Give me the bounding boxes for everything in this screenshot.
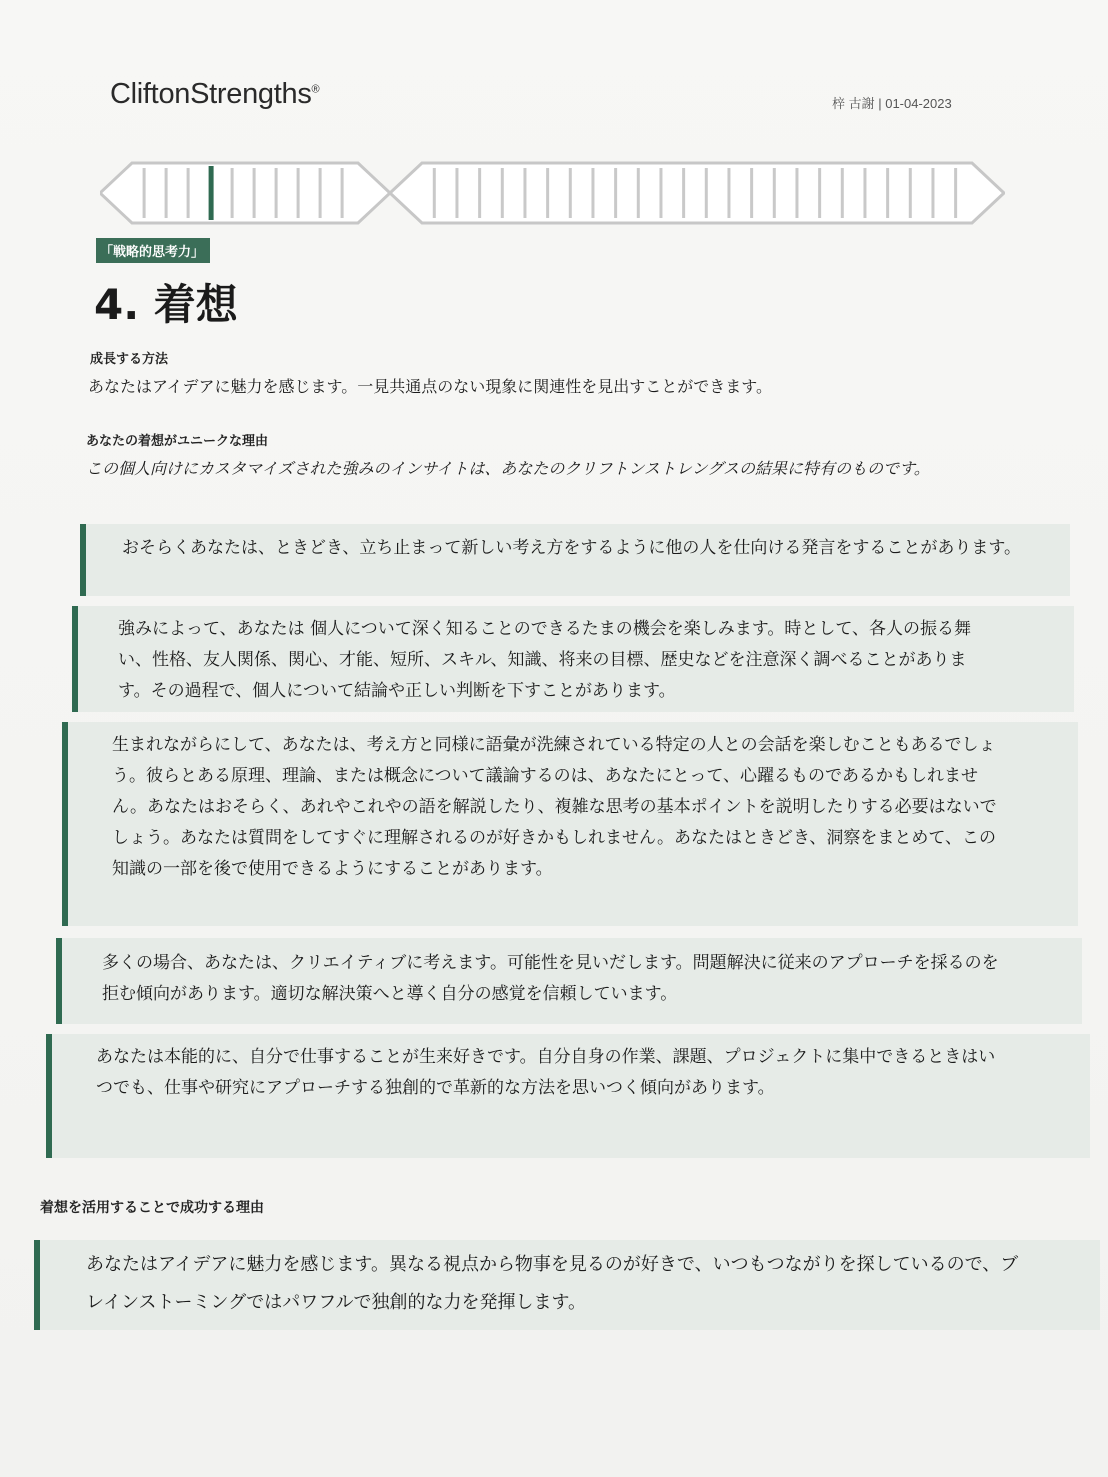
strip-bar — [478, 168, 481, 218]
strip-bar — [187, 168, 190, 218]
insight-box-5: あなたは本能的に、自分で仕事することが生来好きです。自分自身の作業、課題、プロジェクトに集中できるときはいつでも、仕事や研究にアプローチする独創的で革新的な方法を思いつく傾向があります。 — [46, 1034, 1090, 1158]
strip-bar — [954, 168, 957, 218]
insight-box-3: 生まれながらにして、あなたは、考え方と同様に語彙が洗練されている特定の人との会話を楽しむこともあるでしょう。彼らとある原理、理論、または概念について議論するのは、あなたにとって、心躍るものであるかもしれません。あなたはおそらく、あれやこれやの語を解説したり、複雑な思考の基本ポイントを説明したりする必要はないでしょう。あなたは質問をしてすぐに理解されるのが好きかもしれません。あなたはときどき、洞察をまとめて、この知識の一部を後で使用できるようにすることがあります。 — [62, 722, 1078, 926]
strip-bar — [143, 168, 146, 218]
strip-bar — [886, 168, 889, 218]
insight-box-2: 強みによって、あなたは 個人について深く知ることのできるたまの機会を楽しみます。時として、各人の振る舞い、性格、友人関係、関心、才能、短所、スキル、知識、将来の目標、歴史などを注意深く調べることがあります。その過程で、個人について結論や正しい判断を下すことがあります。 — [72, 606, 1074, 712]
strip-bar — [341, 168, 344, 218]
strip-bar — [569, 168, 572, 218]
insight-box-4: 多くの場合、あなたは、クリエイティブに考えます。可能性を見いだします。問題解決に従来のアプローチを採るのを拒む傾向があります。適切な解決策へと導く自分の感覚を信頼しています。 — [56, 938, 1082, 1024]
right-strip-outline — [390, 163, 1004, 223]
strip-bar — [614, 168, 617, 218]
strip-bar — [818, 168, 821, 218]
strip-bar — [433, 168, 436, 218]
strip-bar — [546, 168, 549, 218]
strip-bar — [231, 168, 234, 218]
strip-bar — [659, 168, 662, 218]
strip-bar — [591, 168, 594, 218]
insight-box-1: おそらくあなたは、ときどき、立ち止まって新しい考え方をするように他の人を仕向ける発言をすることがあります。 — [80, 524, 1070, 596]
unique-heading: あなたの着想がユニークな理由 — [86, 434, 269, 449]
unique-intro: この個人向けにカスタマイズされた強みのインサイトは、あなたのクリフトンストレングスの結果に特有のものです。 — [86, 459, 930, 478]
growth-heading: 成長する方法 — [90, 352, 169, 367]
success-box: あなたはアイデアに魅力を感じます。異なる視点から物事を見るのが好きで、いつもつながりを探しているので、ブレインストーミングではパワフルで独創的な力を発揮します。 — [34, 1240, 1100, 1330]
strip-bar — [841, 168, 844, 218]
strip-bar — [750, 168, 753, 218]
strip-bar — [501, 168, 504, 218]
name-date-meta: 梓 古謝 | 01-04-2023 — [832, 96, 952, 111]
strip-bar — [773, 168, 776, 218]
theme-category-label: 「戦略的思考力」 — [96, 238, 210, 263]
strip-bar — [795, 168, 798, 218]
strip-bar-highlighted — [209, 166, 214, 220]
success-heading: 着想を活用することで成功する理由 — [40, 1200, 264, 1216]
strip-bar — [275, 168, 278, 218]
strip-bar — [727, 168, 730, 218]
strip-bar — [705, 168, 708, 218]
theme-position-strip — [100, 160, 1005, 226]
strip-bar — [297, 168, 300, 218]
strip-bar — [319, 168, 322, 218]
strip-bar — [253, 168, 256, 218]
theme-title: 4. 着想 — [94, 280, 238, 329]
strip-bar — [863, 168, 866, 218]
cliftonstrengths-logo: CliftonStrengths® — [110, 78, 320, 110]
strip-bar — [682, 168, 685, 218]
strip-bar — [637, 168, 640, 218]
growth-text: あなたはアイデアに魅力を感じます。一見共通点のない現象に関連性を見出すことができます。 — [88, 377, 773, 396]
strip-bar — [909, 168, 912, 218]
strip-bar — [931, 168, 934, 218]
strip-bar — [455, 168, 458, 218]
strip-bar — [523, 168, 526, 218]
strip-bar — [165, 168, 168, 218]
